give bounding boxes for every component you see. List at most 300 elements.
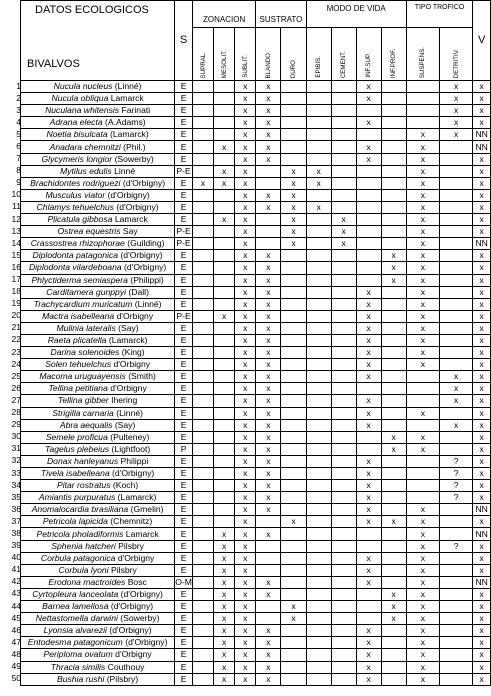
mark-cell: x <box>256 262 281 274</box>
mark-cell: x <box>235 661 256 673</box>
mark-cell <box>356 165 381 177</box>
status-cell: O-M <box>175 576 192 587</box>
species-name: Nucula obliqua <box>51 93 109 104</box>
mark-cell <box>192 431 213 443</box>
table-row <box>21 613 491 625</box>
v-cell: x <box>473 359 491 371</box>
v-cell: x <box>473 649 491 661</box>
row-number: 39 <box>11 540 21 551</box>
mark-cell: x <box>256 105 281 117</box>
mark-cell <box>192 468 213 480</box>
mark-cell: x <box>235 310 256 322</box>
species-cell <box>21 492 175 504</box>
mark-cell <box>192 286 213 298</box>
mark-cell <box>192 528 213 540</box>
status-cell: P-E <box>176 310 191 321</box>
mark-cell <box>406 395 439 407</box>
table-row <box>21 661 491 673</box>
row-number: 26 <box>11 382 21 393</box>
mark-cell <box>440 189 473 201</box>
status-cell: E <box>175 661 193 673</box>
mark-cell <box>356 226 381 238</box>
mark-cell <box>331 576 356 588</box>
row-number: 34 <box>11 479 21 490</box>
species-cell <box>21 310 175 322</box>
mark-cell: x <box>235 613 256 625</box>
mark-cell <box>306 117 331 129</box>
mark-cell <box>214 407 235 419</box>
mark-cell: x <box>356 576 381 588</box>
table-row <box>21 274 491 286</box>
mark-cell <box>331 673 356 685</box>
species-author: d'Orbigny <box>113 359 151 370</box>
mark-cell: x <box>356 419 381 431</box>
mark-cell <box>331 395 356 407</box>
mark-cell: x <box>256 528 281 540</box>
mark-cell <box>214 516 235 528</box>
mark-cell <box>306 93 331 105</box>
mark-cell: x <box>235 129 256 141</box>
mark-cell: x <box>235 588 256 600</box>
mark-cell <box>356 262 381 274</box>
status-cell: E <box>175 395 193 407</box>
mark-cell <box>381 552 406 564</box>
mark-cell <box>306 516 331 528</box>
species-name: Phlyctiderma semiaspera <box>31 274 128 285</box>
col-sublit: SUBLIT. <box>241 55 249 78</box>
mark-cell <box>306 455 331 467</box>
mark-cell <box>214 347 235 359</box>
mark-cell: x <box>406 165 439 177</box>
mark-cell <box>192 250 213 262</box>
v-cell: x <box>473 371 491 383</box>
v-cell: x <box>473 455 491 467</box>
v-cell: NN <box>473 528 491 540</box>
mark-cell: x <box>214 601 235 613</box>
mark-cell: x <box>306 177 331 189</box>
mark-cell: x <box>214 613 235 625</box>
bivalvos-label: BIVALVOS <box>27 58 80 70</box>
row-number: 31 <box>11 443 21 454</box>
mark-cell: x <box>214 588 235 600</box>
col-blando: BLANDO <box>264 52 272 78</box>
mark-cell <box>356 613 381 625</box>
v-cell: x <box>473 468 491 480</box>
mark-cell: x <box>281 226 306 238</box>
mark-cell: x <box>381 613 406 625</box>
mark-cell <box>214 334 235 346</box>
species-name: Sphenia hatcheri <box>51 540 116 551</box>
mark-cell <box>281 371 306 383</box>
species-cell <box>21 516 175 528</box>
mark-cell: x <box>356 492 381 504</box>
table-row <box>21 468 491 480</box>
species-cell <box>21 528 175 540</box>
species-name: Erodona mactroides <box>48 576 126 587</box>
mark-cell: x <box>356 286 381 298</box>
mark-cell: x <box>406 528 439 540</box>
mark-cell <box>331 262 356 274</box>
mark-cell: x <box>356 637 381 649</box>
species-name: Mulinia lateralis <box>56 322 116 333</box>
mark-cell: x <box>256 637 281 649</box>
mark-cell <box>281 286 306 298</box>
mark-cell <box>331 564 356 576</box>
species-cell <box>21 286 175 298</box>
mark-cell: x <box>235 262 256 274</box>
row-number: 18 <box>11 286 21 297</box>
mark-cell <box>356 105 381 117</box>
mark-cell <box>331 274 356 286</box>
species-name: Carditamera gunppyi <box>46 286 127 297</box>
mark-cell <box>381 480 406 492</box>
mark-cell <box>281 141 306 153</box>
mark-cell <box>192 625 213 637</box>
mark-cell <box>331 468 356 480</box>
species-author: Lamarck <box>125 528 159 539</box>
species-cell <box>21 588 175 600</box>
mark-cell: x <box>406 250 439 262</box>
mark-cell: x <box>381 443 406 455</box>
v-cell: x <box>473 310 491 322</box>
row-number: 21 <box>11 322 21 333</box>
mark-cell <box>381 165 406 177</box>
status-cell: E <box>175 129 193 141</box>
mark-cell <box>331 334 356 346</box>
mark-cell <box>356 601 381 613</box>
species-name: Pitar rostratus <box>57 480 111 491</box>
mark-cell <box>192 649 213 661</box>
v-cell: x <box>473 201 491 213</box>
mark-cell: x <box>440 395 473 407</box>
mark-cell: x <box>256 455 281 467</box>
table-row <box>21 105 491 117</box>
species-cell <box>21 673 175 685</box>
mark-cell <box>281 540 306 552</box>
species-author: (Pilsbry) <box>106 673 139 684</box>
mark-cell: x <box>235 564 256 576</box>
mark-cell: x <box>440 129 473 141</box>
mark-cell: x <box>406 407 439 419</box>
mark-cell <box>406 383 439 395</box>
mark-cell <box>192 359 213 371</box>
species-author: (d'Orbigny) <box>112 468 155 479</box>
mark-cell <box>192 347 213 359</box>
mark-cell <box>281 298 306 310</box>
mark-cell: x <box>256 334 281 346</box>
species-author: Lamarck <box>114 214 148 225</box>
mark-cell <box>306 480 331 492</box>
mark-cell <box>331 455 356 467</box>
mark-cell: x <box>306 201 331 213</box>
col-inf-prof: INF.PROF. <box>390 48 398 78</box>
species-author: (Lightfoot) <box>111 443 151 454</box>
status-cell: E <box>175 419 193 431</box>
row-number: 7 <box>16 153 21 164</box>
zonacion-group <box>192 1 255 81</box>
v-cell: NN <box>473 576 491 588</box>
status-cell: E <box>175 540 193 552</box>
mark-cell <box>440 661 473 673</box>
species-cell <box>21 117 175 129</box>
mark-cell: x <box>356 298 381 310</box>
mark-cell: x <box>406 625 439 637</box>
species-author: Philippi <box>120 455 149 466</box>
status-cell: E <box>175 649 193 661</box>
mark-cell <box>192 153 213 165</box>
mark-cell <box>356 383 381 395</box>
mark-cell: x <box>406 673 439 685</box>
row-number: 38 <box>11 527 21 538</box>
species-name: Musculus viator <box>45 189 106 200</box>
row-number: 44 <box>11 600 21 611</box>
status-cell: E <box>175 625 193 637</box>
table-row <box>21 129 491 141</box>
mark-cell: x <box>256 189 281 201</box>
mark-cell: x <box>214 673 235 685</box>
mark-cell <box>192 310 213 322</box>
mark-cell <box>192 117 213 129</box>
status-cell: E <box>175 298 193 310</box>
v-cell: x <box>473 117 491 129</box>
status-cell: E <box>175 371 193 383</box>
mark-cell: x <box>356 117 381 129</box>
status-cell: E <box>175 455 193 467</box>
table-row <box>21 238 491 250</box>
mark-cell: x <box>256 492 281 504</box>
mark-cell <box>381 286 406 298</box>
species-name: Petricola pholadiformis <box>36 528 124 539</box>
mark-cell: x <box>406 431 439 443</box>
mark-cell: x <box>356 359 381 371</box>
mark-cell <box>440 588 473 600</box>
mark-cell: x <box>235 455 256 467</box>
row-number: 5 <box>16 128 21 139</box>
mark-cell <box>281 334 306 346</box>
mark-cell <box>192 395 213 407</box>
status-cell: E <box>175 105 193 117</box>
species-author: (Pulteney) <box>110 431 150 442</box>
species-cell <box>21 613 175 625</box>
mark-cell <box>214 431 235 443</box>
mark-cell: x <box>356 673 381 685</box>
mark-cell <box>192 419 213 431</box>
species-cell <box>21 226 175 238</box>
mark-cell <box>256 226 281 238</box>
mark-cell <box>406 117 439 129</box>
species-cell <box>21 165 175 177</box>
mark-cell: x <box>406 141 439 153</box>
status-cell: E <box>175 189 193 201</box>
mark-cell: x <box>406 347 439 359</box>
mark-cell: x <box>192 177 213 189</box>
table-row <box>21 395 491 407</box>
table-body <box>21 81 491 686</box>
row-number: 16 <box>11 261 21 272</box>
table-row <box>21 492 491 504</box>
sustrato-group <box>256 1 306 81</box>
mark-cell <box>281 661 306 673</box>
mark-cell <box>192 238 213 250</box>
mark-cell <box>281 637 306 649</box>
mark-cell <box>306 407 331 419</box>
mark-cell <box>306 588 331 600</box>
mark-cell: x <box>256 480 281 492</box>
species-cell <box>21 262 175 274</box>
mark-cell <box>306 286 331 298</box>
table-row <box>21 214 491 226</box>
species-author: (d'Orbigny) <box>120 250 163 261</box>
mark-cell <box>192 576 213 588</box>
table-row <box>21 504 491 516</box>
mark-cell <box>192 322 213 334</box>
status-cell: E <box>175 431 193 443</box>
v-cell: x <box>473 431 491 443</box>
mark-cell: x <box>440 419 473 431</box>
status-cell: E <box>175 250 193 262</box>
mark-cell <box>214 250 235 262</box>
mark-cell: x <box>406 226 439 238</box>
mark-cell <box>214 129 235 141</box>
row-number: 25 <box>11 370 21 381</box>
mark-cell <box>440 226 473 238</box>
species-cell <box>21 395 175 407</box>
mark-cell <box>440 298 473 310</box>
zonacion-label: ZONACION <box>203 15 246 24</box>
v-cell: NN <box>473 238 491 250</box>
species-cell <box>21 129 175 141</box>
species-cell <box>21 601 175 613</box>
species-name: Diplodonta vilardeboana <box>28 262 122 273</box>
mark-cell: ? <box>440 455 473 467</box>
mark-cell: x <box>406 613 439 625</box>
mark-cell <box>356 129 381 141</box>
mark-cell <box>306 238 331 250</box>
mark-cell <box>256 613 281 625</box>
v-cell: x <box>473 250 491 262</box>
species-author: (King) <box>121 347 145 358</box>
mark-cell <box>306 564 331 576</box>
mark-cell <box>331 480 356 492</box>
table-row <box>21 286 491 298</box>
mark-cell: x <box>406 540 439 552</box>
mark-cell <box>192 93 213 105</box>
row-number: 45 <box>11 612 21 623</box>
mark-cell <box>192 141 213 153</box>
status-cell: E <box>175 492 193 504</box>
mark-cell: x <box>235 516 256 528</box>
mark-cell <box>192 637 213 649</box>
mark-cell <box>214 93 235 105</box>
mark-cell: x <box>356 347 381 359</box>
species-author: (Guilding) <box>127 238 165 249</box>
status-cell: E <box>175 516 193 528</box>
table-row <box>21 625 491 637</box>
mark-cell <box>306 105 331 117</box>
table-row <box>21 334 491 346</box>
row-number: 15 <box>11 249 21 260</box>
row-number: 8 <box>16 165 21 176</box>
mark-cell <box>440 528 473 540</box>
mark-cell: x <box>235 407 256 419</box>
species-author: d'Orbigny <box>117 552 155 563</box>
mark-cell <box>281 552 306 564</box>
col-duro: DURO <box>290 59 298 78</box>
mark-cell <box>331 540 356 552</box>
mark-cell <box>406 105 439 117</box>
mark-cell: x <box>256 298 281 310</box>
mark-cell: x <box>406 274 439 286</box>
mark-cell <box>306 504 331 516</box>
species-cell <box>21 153 175 165</box>
mark-cell: x <box>256 419 281 431</box>
mark-cell: x <box>356 81 381 93</box>
mark-cell <box>192 540 213 552</box>
mark-cell <box>306 395 331 407</box>
mark-cell <box>256 540 281 552</box>
status-cell: E <box>175 322 193 334</box>
mark-cell: x <box>235 492 256 504</box>
mark-cell <box>381 117 406 129</box>
mark-cell: x <box>356 334 381 346</box>
mark-cell <box>192 588 213 600</box>
mark-cell <box>281 93 306 105</box>
species-cell <box>21 383 175 395</box>
v-cell: x <box>473 383 491 395</box>
mark-cell: x <box>406 576 439 588</box>
mark-cell: x <box>256 625 281 637</box>
v-cell: x <box>473 81 491 93</box>
species-cell <box>21 238 175 250</box>
species-cell <box>21 359 175 371</box>
mark-cell <box>214 105 235 117</box>
mark-cell: x <box>381 601 406 613</box>
mark-cell: x <box>214 165 235 177</box>
species-author: (Chemnitz) <box>110 516 153 527</box>
status-cell: E <box>175 81 193 93</box>
v-cell: x <box>473 540 491 552</box>
mark-cell: x <box>235 552 256 564</box>
species-cell <box>21 625 175 637</box>
mark-cell <box>306 576 331 588</box>
mark-cell <box>214 153 235 165</box>
v-cell: x <box>473 673 491 685</box>
row-number: 30 <box>11 431 21 442</box>
species-cell <box>21 649 175 661</box>
v-cell: x <box>473 480 491 492</box>
mark-cell <box>440 347 473 359</box>
table-row <box>21 407 491 419</box>
mark-cell <box>331 141 356 153</box>
v-cell: x <box>473 419 491 431</box>
species-name: Bushia rushi <box>57 673 105 684</box>
row-number: 27 <box>11 394 21 405</box>
mark-cell <box>214 359 235 371</box>
mark-cell <box>281 105 306 117</box>
row-number: 28 <box>11 407 21 418</box>
table-row <box>21 117 491 129</box>
mark-cell <box>281 359 306 371</box>
species-author: Couthouy <box>107 661 145 672</box>
mark-cell <box>306 250 331 262</box>
mark-cell <box>281 310 306 322</box>
mark-cell <box>192 661 213 673</box>
table-row <box>21 81 491 93</box>
mark-cell <box>281 117 306 129</box>
mark-cell: x <box>235 347 256 359</box>
mark-cell: x <box>256 407 281 419</box>
v-cell: x <box>473 588 491 600</box>
